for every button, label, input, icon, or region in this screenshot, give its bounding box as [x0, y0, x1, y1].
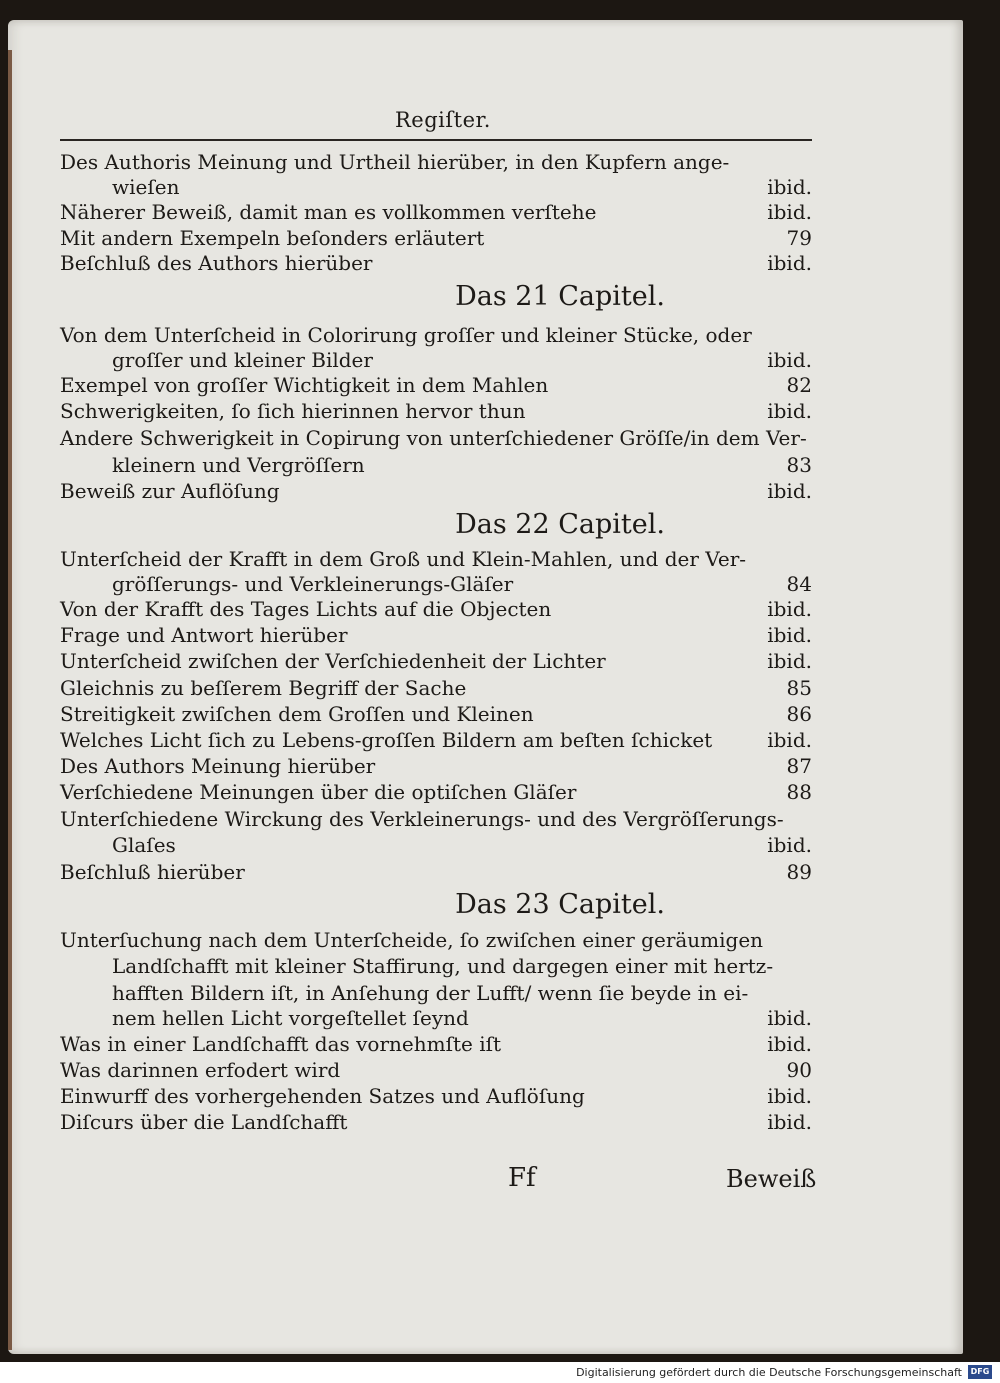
index-entry: Schwerigkeiten, ſo ſich hierinnen hervor thun ibid. [60, 399, 812, 423]
index-entry: Von der Krafft des Tages Lichts auf die Objecten ibid. [60, 597, 812, 621]
catchword: Beweiß [726, 1165, 817, 1193]
index-entry: Gleichnis zu beſſerem Begriff der Sache 85 [60, 676, 812, 700]
index-entry: Des Authors Meinung hierüber 87 [60, 754, 812, 778]
index-entry: Von dem Unterſcheid in Colorirung groſſer und kleiner Stücke, oder [60, 323, 752, 347]
index-entry: Des Authoris Meinung und Urtheil hierüber, in den Kupfern ange- [60, 150, 730, 174]
index-entry: Beſchluß hierüber 89 [60, 860, 812, 884]
index-entry: Streitigkeit zwiſchen dem Groſſen und Kleinen 86 [60, 702, 812, 726]
digitization-credit: Digitalisierung gefördert durch die Deutsche Forschungsgemeinschaft [576, 1366, 962, 1379]
index-entry: Mit andern Exempeln beſonders erläutert 79 [60, 226, 812, 250]
chapter-heading: Das 21 Capitel. [455, 281, 665, 312]
index-entry: Beſchluß des Authors hierüber ibid. [60, 251, 812, 275]
index-entry: Unterſchiedene Wirckung des Verkleinerungs- und des Vergröſſerungs- [60, 807, 784, 831]
running-header: Regiſter. [395, 108, 491, 132]
index-entry: gröſſerungs- und Verkleinerungs-Gläſer 84 [112, 572, 812, 596]
index-entry: Unterſcheid zwiſchen der Verſchiedenheit der Lichter ibid. [60, 649, 812, 673]
index-entry: Exempel von groſſer Wichtigkeit in dem Mahlen 82 [60, 373, 812, 397]
index-entry: groſſer und kleiner Bilder ibid. [112, 348, 812, 372]
index-entry: Was darinnen erfodert wird 90 [60, 1058, 812, 1082]
index-entry: hafften Bildern iſt, in Anſehung der Lufft/ wenn ſie beyde in ei- [112, 981, 749, 1005]
index-entry: Verſchiedene Meinungen über die optiſchen Gläſer 88 [60, 780, 812, 804]
index-entry: Landſchafft mit kleiner Staffirung, und dargegen einer mit hertz- [112, 954, 774, 978]
index-entry: Welches Licht ſich zu Lebens-groſſen Bildern am beſten ſchicket ibid. [60, 728, 812, 752]
index-entry: Beweiß zur Auflöſung ibid. [60, 479, 812, 503]
index-entry: Diſcurs über die Landſchafft ibid. [60, 1110, 812, 1134]
chapter-heading: Das 23 Capitel. [455, 889, 665, 920]
index-entry: Unterſuchung nach dem Unterſcheide, ſo zwiſchen einer geräumigen [60, 928, 764, 952]
index-entry: nem hellen Licht vorgeſtellet ſeynd ibid. [112, 1006, 812, 1030]
index-entry: Unterſcheid der Krafft in dem Groß und Klein-Mahlen, und der Ver- [60, 547, 747, 571]
index-entry: Frage und Antwort hierüber ibid. [60, 623, 812, 647]
index-entry: Einwurff des vorhergehenden Satzes und Auflöſung ibid. [60, 1084, 812, 1108]
dfg-logo: DFG [968, 1365, 992, 1379]
index-entry: wieſen ibid. [112, 175, 812, 199]
signature-mark: Ff [508, 1163, 536, 1193]
index-entry: kleinern und Vergröſſern 83 [112, 453, 812, 477]
index-entry: Glaſes ibid. [112, 833, 812, 857]
index-entry: Näherer Beweiß, damit man es vollkommen verſtehe ibid. [60, 200, 812, 224]
index-entry: Andere Schwerigkeit in Copirung von unterſchiedener Gröſſe/in dem Ver- [60, 426, 807, 450]
index-entry: Was in einer Landſchafft das vornehmſte iſt ibid. [60, 1032, 812, 1056]
chapter-heading: Das 22 Capitel. [455, 509, 665, 540]
